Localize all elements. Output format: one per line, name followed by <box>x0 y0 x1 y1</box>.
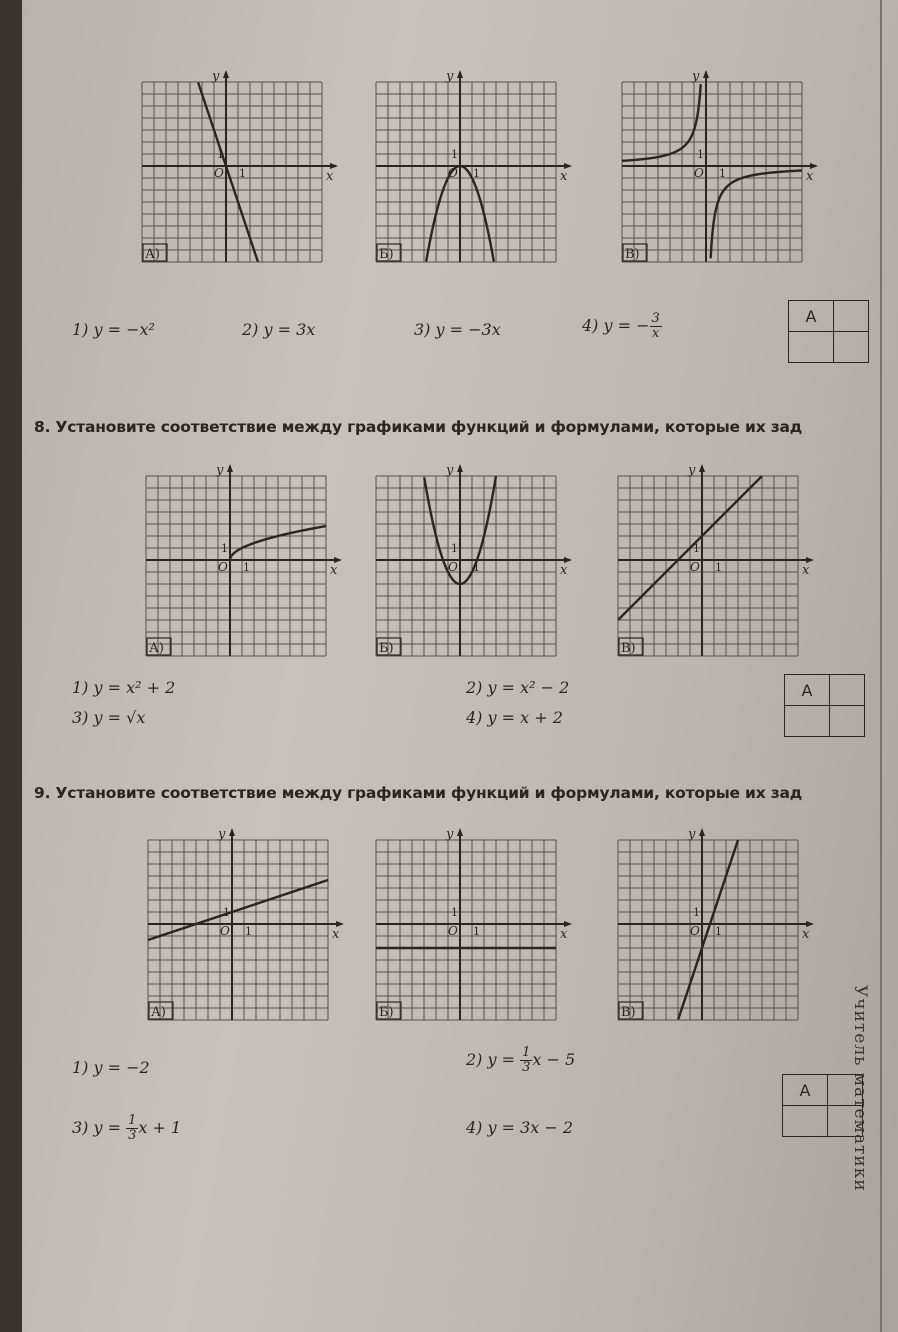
x-axis-label: x <box>560 927 568 942</box>
graph-t9-b <box>368 826 578 1022</box>
answer-cell-a[interactable] <box>785 706 830 737</box>
y-unit-label: 1 <box>693 542 700 555</box>
origin-label: O <box>690 560 700 574</box>
graph-panel-label: Б) <box>379 641 394 656</box>
coordinate-grid <box>614 68 824 264</box>
x-axis-label: x <box>560 169 568 184</box>
answer-table-t1[interactable] <box>788 300 869 363</box>
y-unit-label: 1 <box>223 906 230 919</box>
graph-panel-label: В) <box>621 1005 636 1020</box>
y-unit-label: 1 <box>451 542 458 555</box>
graph-t1-a <box>134 68 344 264</box>
graph-panel-label: А) <box>151 1005 166 1020</box>
x-unit-label: 1 <box>243 561 250 574</box>
y-unit-label: 1 <box>697 148 704 161</box>
y-axis-label: y <box>216 463 224 478</box>
formula-t1-4: 4) y = − $\frac{3}{x}$ <box>582 311 660 341</box>
formula-t9-4: 4) y = 3x − 2 <box>466 1118 574 1137</box>
answer-cell-next[interactable] <box>830 706 865 737</box>
origin-label: O <box>690 924 700 938</box>
answer-cell-a[interactable] <box>783 1106 828 1137</box>
x-unit-label: 1 <box>473 167 480 180</box>
x-axis-label: x <box>332 927 340 942</box>
answer-cell-next[interactable] <box>834 332 869 363</box>
side-caption: Учитель математики <box>850 985 870 1192</box>
coordinate-grid <box>368 462 578 658</box>
coordinate-grid <box>368 68 578 264</box>
answer-table-t8[interactable] <box>784 674 865 737</box>
graph-t8-c <box>610 462 820 658</box>
graph-t8-b <box>368 462 578 658</box>
task-9-title: 9. Установите соответствие между графиками функций и формулами, которые их зад <box>34 784 803 802</box>
y-axis-label: y <box>446 69 454 84</box>
x-axis-label: x <box>330 563 338 578</box>
origin-label: O <box>448 166 458 180</box>
formula-t1-1: 1) y = −x² <box>72 320 155 339</box>
y-axis-label: y <box>446 827 454 842</box>
coordinate-grid <box>134 68 344 264</box>
worksheet-page <box>22 0 898 1332</box>
y-unit-label: 1 <box>693 906 700 919</box>
answer-header-a: А <box>785 675 830 706</box>
graph-panel-label: В) <box>621 641 636 656</box>
formula-t8-3: 3) y = √x <box>72 708 146 727</box>
x-axis-label: x <box>806 169 814 184</box>
formula-t8-4: 4) y = x + 2 <box>466 708 563 727</box>
formula-t1-2: 2) y = 3x <box>242 320 316 339</box>
x-unit-label: 1 <box>245 925 252 938</box>
answer-header-next <box>830 675 865 706</box>
formula-t9-3: 3) y = $\frac{1}{3}$ x + 1 <box>72 1113 182 1143</box>
y-axis-label: y <box>212 69 220 84</box>
y-unit-label: 1 <box>217 148 224 161</box>
x-unit-label: 1 <box>715 561 722 574</box>
origin-label: O <box>694 166 704 180</box>
page-fold-line <box>880 0 882 1332</box>
graph-panel-label: Б) <box>379 1005 394 1020</box>
coordinate-grid <box>610 826 820 1022</box>
origin-label: O <box>218 560 228 574</box>
x-axis-label: x <box>326 169 334 184</box>
formula-t1-3: 3) y = −3x <box>414 320 501 339</box>
graph-panel-label: В) <box>625 247 640 262</box>
graph-t9-a <box>140 826 350 1022</box>
y-unit-label: 1 <box>451 906 458 919</box>
answer-header-a: А <box>789 301 834 332</box>
formula-t8-1: 1) y = x² + 2 <box>72 678 176 697</box>
x-unit-label: 1 <box>719 167 726 180</box>
x-unit-label: 1 <box>239 167 246 180</box>
x-axis-label: x <box>802 563 810 578</box>
y-unit-label: 1 <box>221 542 228 555</box>
y-axis-label: y <box>688 463 696 478</box>
formula-t9-1: 1) y = −2 <box>72 1058 150 1077</box>
x-unit-label: 1 <box>473 561 480 574</box>
graph-panel-label: Б) <box>379 247 394 262</box>
answer-header-next <box>834 301 869 332</box>
y-axis-label: y <box>692 69 700 84</box>
y-unit-label: 1 <box>451 148 458 161</box>
origin-label: O <box>448 560 458 574</box>
origin-label: O <box>220 924 230 938</box>
x-axis-label: x <box>560 563 568 578</box>
graph-t1-b <box>368 68 578 264</box>
y-axis-label: y <box>218 827 226 842</box>
graph-t8-a <box>138 462 348 658</box>
y-axis-label: y <box>446 463 454 478</box>
coordinate-grid <box>140 826 350 1022</box>
x-unit-label: 1 <box>473 925 480 938</box>
coordinate-grid <box>138 462 348 658</box>
task-8-title: 8. Установите соответствие между графиками функций и формулами, которые их зад <box>34 418 803 436</box>
x-axis-label: x <box>802 927 810 942</box>
graph-panel-label: А) <box>145 247 160 262</box>
formula-t9-2: 2) y = $\frac{1}{3}$ x − 5 <box>466 1045 576 1075</box>
x-unit-label: 1 <box>715 925 722 938</box>
graph-t9-c <box>610 826 820 1022</box>
coordinate-grid <box>610 462 820 658</box>
function-curve <box>678 840 738 1019</box>
function-curve <box>148 880 328 940</box>
origin-label: O <box>214 166 224 180</box>
origin-label: O <box>448 924 458 938</box>
formula-t8-2: 2) y = x² − 2 <box>466 678 570 697</box>
coordinate-grid <box>368 826 578 1022</box>
graph-t1-c <box>614 68 824 264</box>
answer-header-a: А <box>783 1075 828 1106</box>
y-axis-label: y <box>688 827 696 842</box>
graph-panel-label: А) <box>149 641 164 656</box>
function-curve <box>198 82 258 261</box>
answer-cell-a[interactable] <box>789 332 834 363</box>
